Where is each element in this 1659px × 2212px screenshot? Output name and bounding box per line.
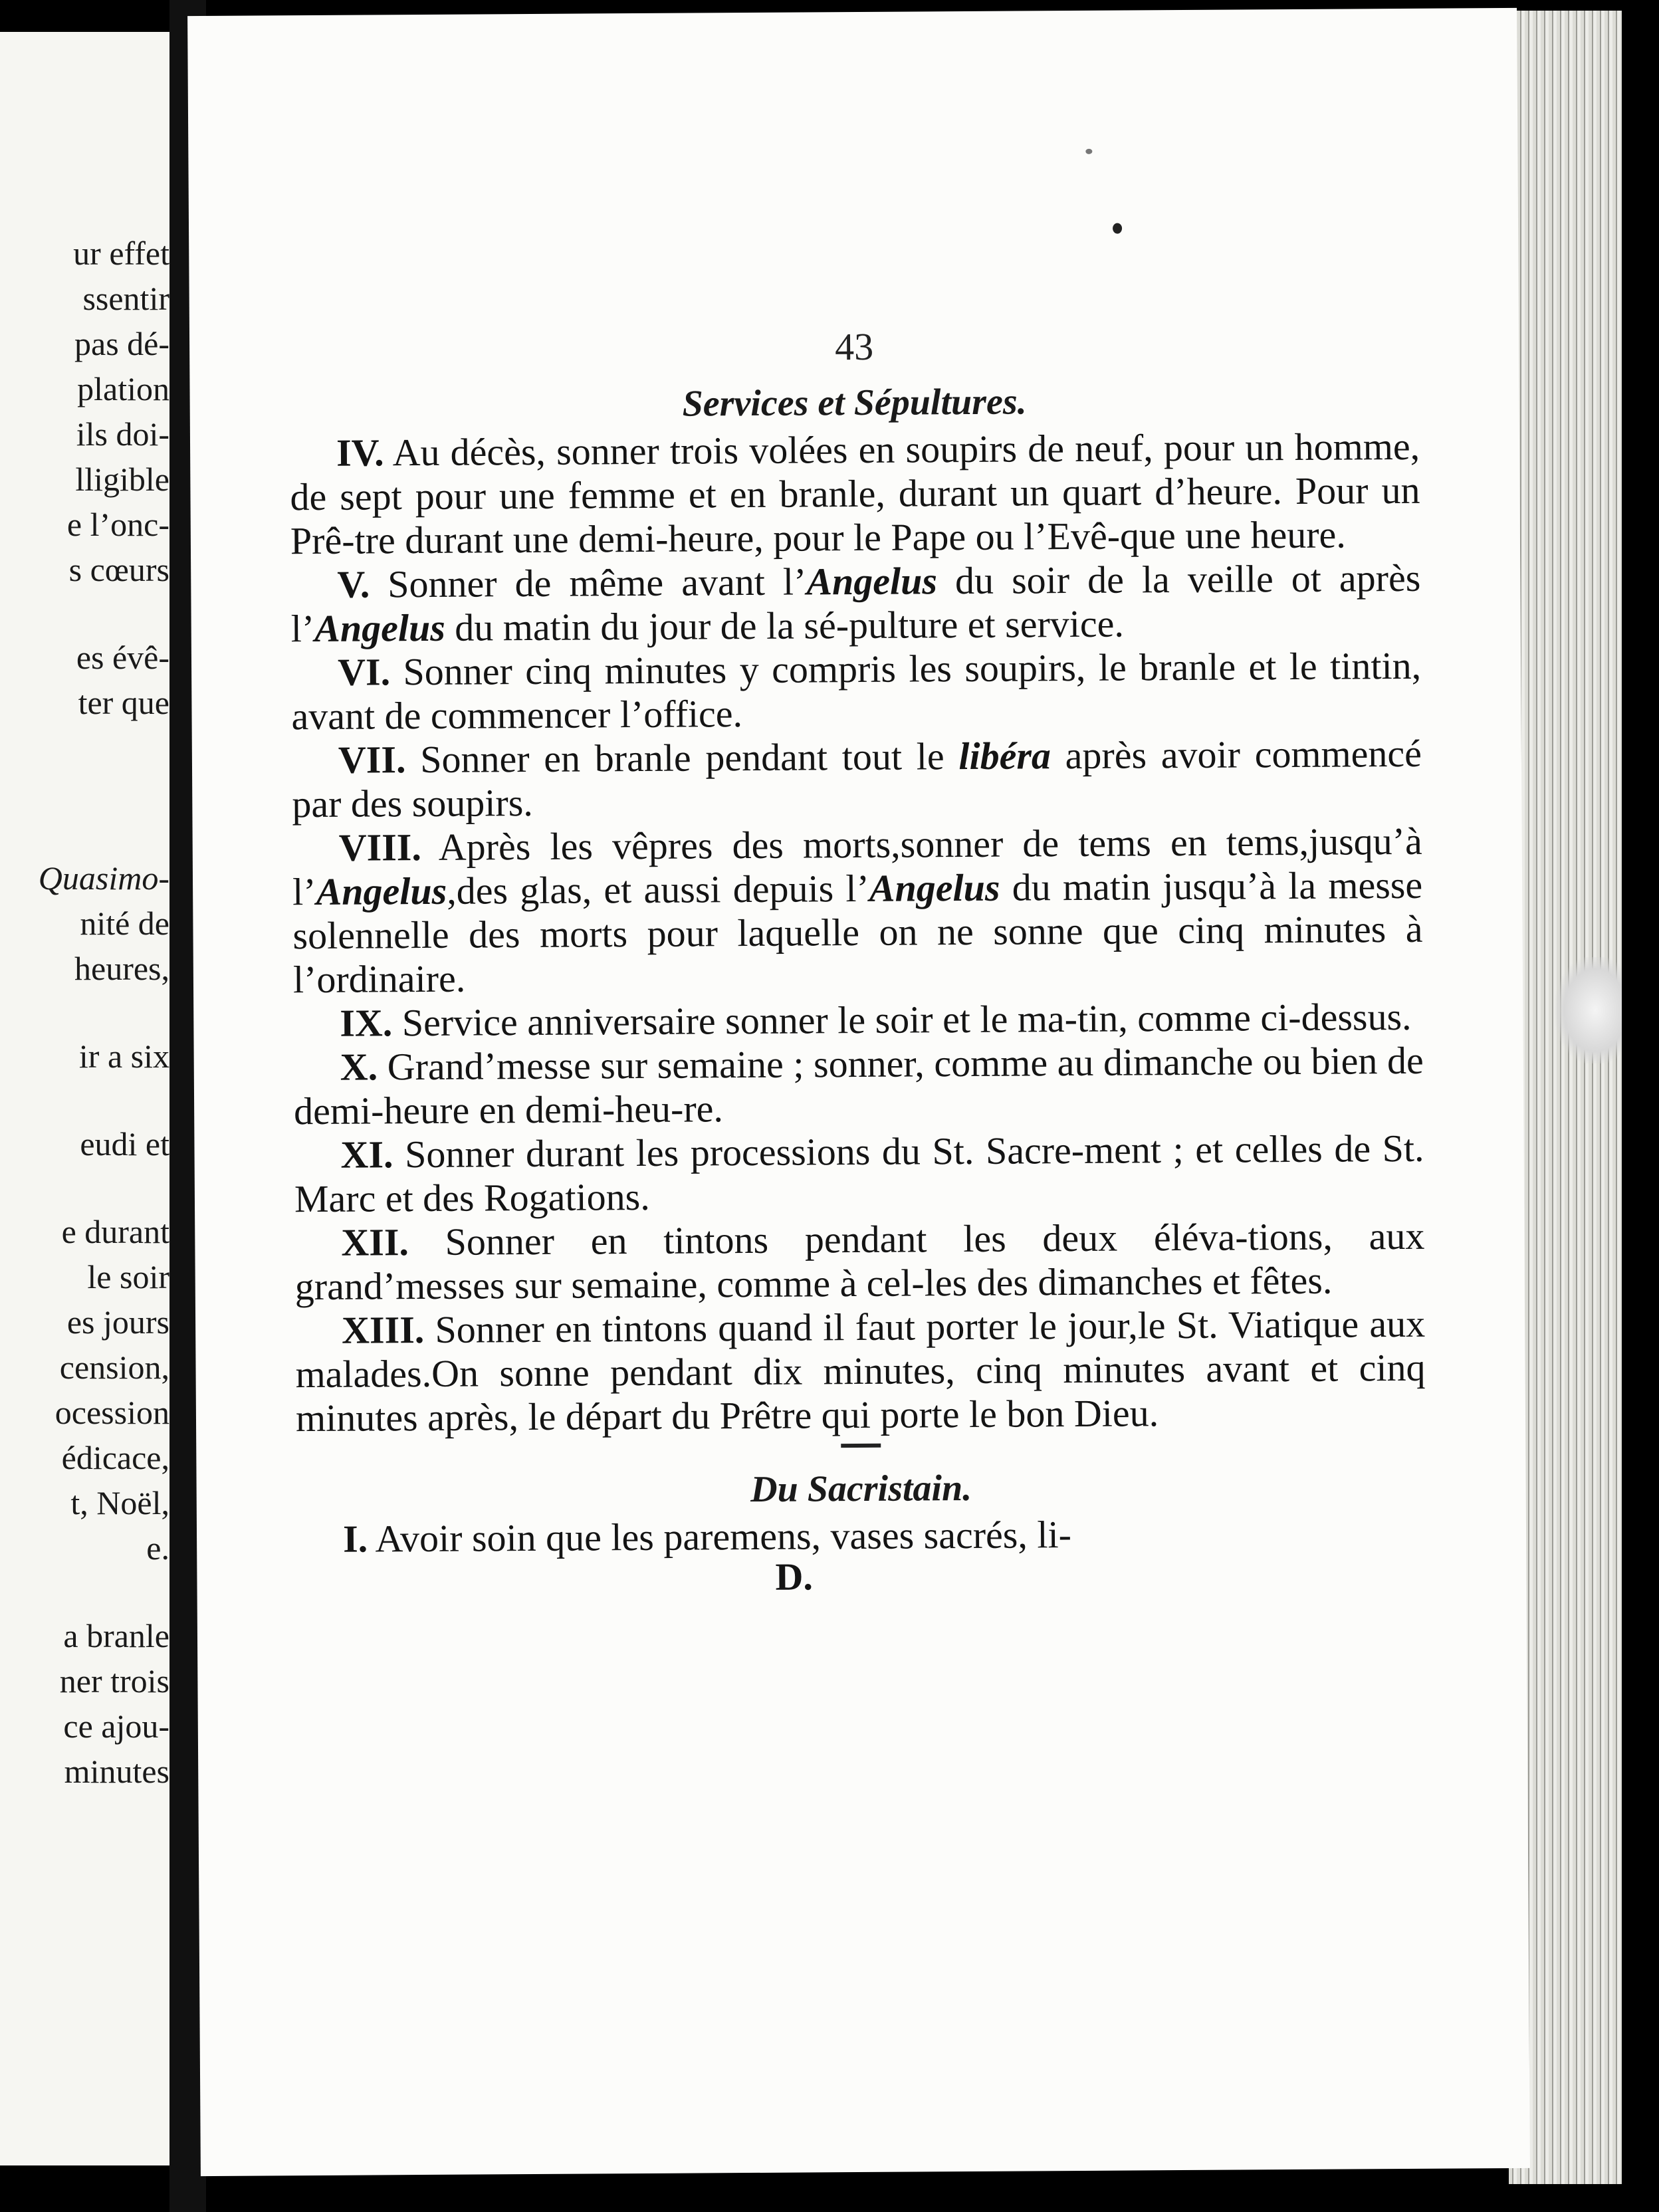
left-page-line: ssentir <box>82 280 169 317</box>
paragraph-number: XII. <box>341 1220 409 1264</box>
paragraph <box>291 644 1422 738</box>
paragraph-number: VII. <box>338 738 406 782</box>
left-page-line: heures, <box>74 950 169 987</box>
paragraph <box>293 995 1423 1046</box>
ink-speck <box>1113 223 1122 234</box>
paragraph-number: I. <box>342 1517 368 1561</box>
paragraph-text: Service anniversaire sonner le soir et le ma-tin, comme ci-dessus. <box>392 994 1412 1045</box>
paragraph-text: Avoir soin que les paremens, vases sacrés, li- <box>367 1513 1072 1561</box>
left-page-line: ocession <box>55 1394 169 1431</box>
paragraph-number: X. <box>340 1045 378 1089</box>
left-page-line: s cœurs <box>68 551 169 588</box>
left-page-line: minutes <box>64 1753 169 1790</box>
left-page-line: eudi et <box>80 1125 169 1162</box>
left-page-line: cension, <box>59 1349 169 1386</box>
left-page-line: ir a six <box>78 1038 169 1075</box>
paragraph <box>294 1127 1424 1221</box>
left-page-line: es évê- <box>76 639 169 676</box>
left-page-line: e. <box>146 1529 169 1567</box>
paragraph-text: du matin jusqu’à la messe solennelle des morts pour laquelle on ne sonne que cinq minutes à l’ordinaire. <box>292 863 1423 1002</box>
paragraph <box>290 425 1420 563</box>
paragraph-text: Grand’messe sur semaine ; sonner, comme au dimanche ou bien de demi-heure en demi-heu-re. <box>293 1038 1424 1133</box>
section-title-sacristain: Du Sacristain. <box>750 1467 972 1511</box>
paragraph-number: VIII. <box>338 826 422 869</box>
paragraph <box>294 1214 1425 1309</box>
left-page-line: ur effet <box>73 235 169 272</box>
paragraph-number: XI. <box>340 1133 393 1176</box>
paragraph-text: Après les vêpres des morts,sonner de tems en tems,jusqu’à l’ <box>292 819 1422 914</box>
left-page-line: e durant <box>61 1213 169 1250</box>
paragraph <box>292 732 1422 826</box>
paragraph-text: Sonner en tintons pendant les deux éléva-tions, aux grand’messes sur semaine, comme à cel-les des dimanches et fêtes. <box>294 1214 1425 1309</box>
paragraph-number: V. <box>337 562 370 606</box>
section-divider <box>841 1444 881 1448</box>
paragraph-text: Sonner de même avant l’ <box>370 560 807 606</box>
page-number: 43 <box>834 324 874 369</box>
left-page-line: le soir <box>87 1258 169 1295</box>
paragraph <box>292 820 1424 1002</box>
paragraph-list <box>290 425 1426 1440</box>
left-page-line: ner trois <box>59 1662 169 1700</box>
italic-term: Angelus <box>869 865 1000 910</box>
paragraph-text: Sonner durant les processions du St. Sacre-ment ; et celles de St. Marc et des Rogations. <box>294 1126 1424 1221</box>
left-page-line: lligible <box>75 461 169 498</box>
edge-shadow <box>1622 0 1659 2212</box>
paragraph-text: Au décès, sonner trois volées en soupirs de neuf, pour un homme, de sept pour une femme et en branle, durant un quart d’heure. Pour un Prê-tre durant une demi-heure, pour le Pape ou l’Evê-que une heure. <box>290 424 1420 563</box>
left-page-line: es jours <box>66 1303 169 1341</box>
left-page-line: ils doi- <box>76 415 169 453</box>
paragraph-text: du matin du jour de la sé-pulture et service. <box>445 602 1125 649</box>
italic-term: Angelus <box>314 606 445 650</box>
left-page-line: édicace, <box>61 1439 169 1476</box>
paragraph-text: Sonner en tintons quand il faut porter le jour,le St. Viatique aux malades.On sonne pendant dix minutes, cinq minutes avant et cinq minutes après, le départ du Prêtre qui porte le bon Dieu. <box>295 1301 1426 1440</box>
paragraph <box>290 556 1421 651</box>
paragraph-number: VI. <box>337 650 391 694</box>
paragraph <box>294 1039 1424 1133</box>
italic-term: libéra <box>958 734 1051 778</box>
left-page-line: a branle <box>63 1617 169 1654</box>
left-page-line: nité de <box>80 905 169 942</box>
paragraph-text: Sonner cinq minutes y compris les soupirs, le branle et le tintin, avant de commencer l’office. <box>291 643 1422 738</box>
paragraph-text: Sonner en branle pendant tout le <box>405 734 959 782</box>
ink-speck <box>1085 149 1092 154</box>
left-page-line: ter que <box>78 684 169 721</box>
paragraph-text: après avoir commencé par des soupirs. <box>292 731 1422 826</box>
paragraph-number: IV. <box>336 431 384 475</box>
paragraph-text: ,des glas, et aussi depuis l’ <box>447 866 870 913</box>
catchword: D. <box>775 1555 814 1599</box>
paragraph-text: du soir de la veille ot après l’ <box>290 556 1421 651</box>
section-title: Services et Sépultures. <box>682 381 1027 425</box>
book-page <box>187 8 1530 2176</box>
italic-term: Angelus <box>316 869 447 913</box>
left-page-line: t, Noël, <box>70 1484 169 1521</box>
page-content <box>289 321 1427 1601</box>
facing-page-left <box>0 32 169 2165</box>
left-page-line: e l’onc- <box>66 506 169 543</box>
italic-term: Angelus <box>806 559 938 604</box>
left-page-line: ce ajou- <box>63 1708 169 1745</box>
paragraph-number: XIII. <box>341 1308 425 1352</box>
paragraph-number: IX. <box>340 1001 393 1045</box>
left-page-line: plation <box>77 370 169 407</box>
paragraph <box>295 1302 1426 1440</box>
left-page-line: pas dé- <box>74 325 169 362</box>
left-page-line: Quasimo- <box>38 859 169 897</box>
